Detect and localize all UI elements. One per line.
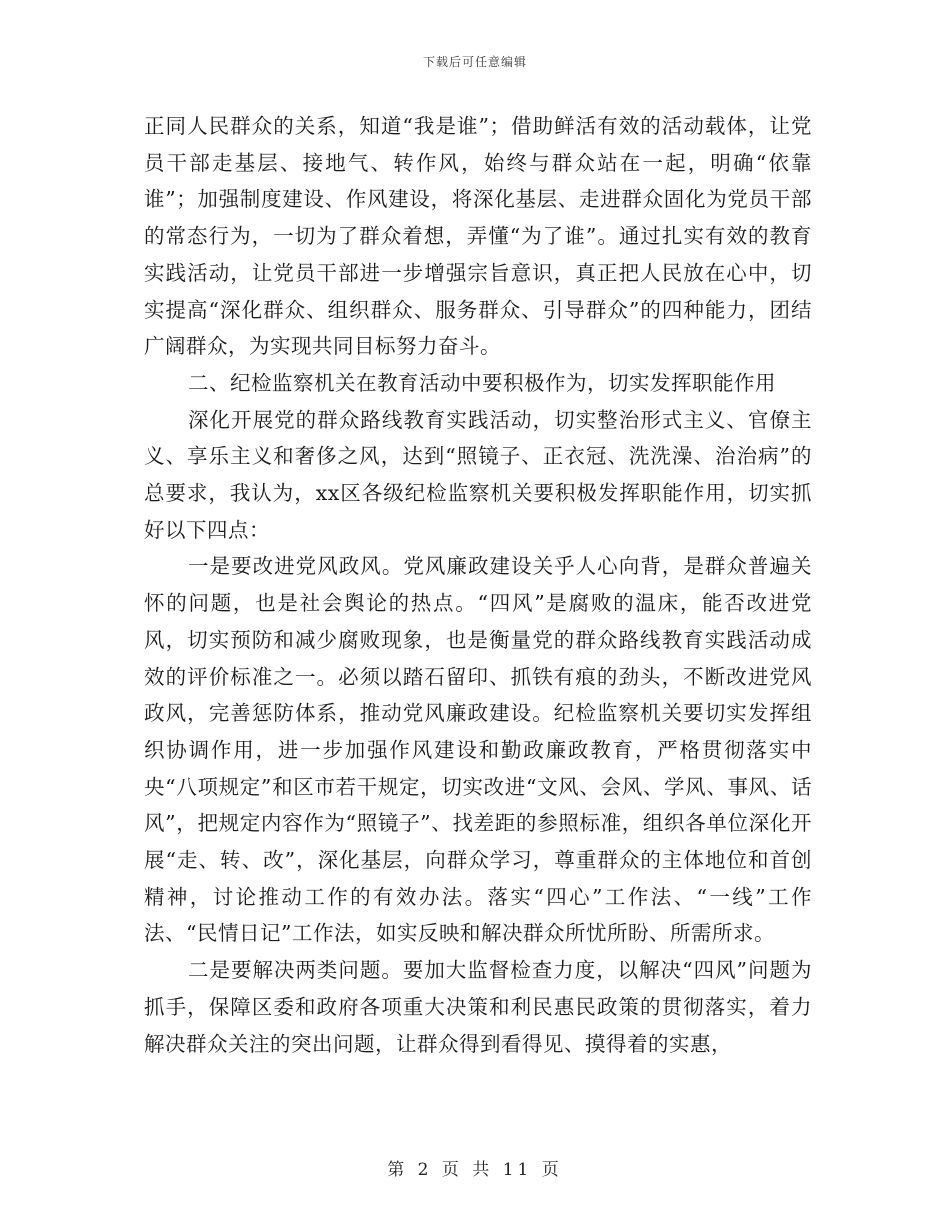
paragraph-point-two: 二是要解决两类问题。要加大监督检查力度，以解决“四风”问题为抓手，保障区委和政府各项重大决策和利民惠民政策的贯彻落实，着力解决群众关注的突出问题，让群众得到看得见、摸得着的实惠， [144,958,812,1056]
page-number: 第 2 页 共 11 页 [387,1160,563,1180]
paragraph-point-one: 一是要改进党风政风。党风廉政建设关乎人心向背，是群众普遍关怀的问题，也是社会舆论的热点。“四风”是腐败的温床，能否改进党风，切实预防和减少腐败现象，也是衡量党的群众路线教育实践活动成效的评价标准之一。必须以踏石留印、抓铁有痕的劲头，不断改进党风政风，完善惩防体系，推动党风廉政建设。纪检监察机关要切实发挥组织协调作用，进一步加强作风建设和勤政廉政教育，严格贯彻落实中央“八项规定”和区市若干规定，切实改进“文风、会风、学风、事风、话风”，把规定内容作为“照镜子”、找差距的参照标准，组织各单位深化开展“走、转、改”，深化基层，向群众学习，尊重群众的主体地位和首创精神，讨论推动工作的有效办法。落实“四心”工作法、“一线”工作法、“民情日记”工作法，如实反映和解决群众所忧所盼、所需所求。 [144,554,812,946]
paragraph-continuation: 正同人民群众的关系，知道“我是谁”；借助鲜活有效的活动载体，让党员干部走基层、接地气、转作风，始终与群众站在一起，明确“依靠谁”；加强制度建设、作风建设，将深化基层、走进群众固化为党员干部的常态行为，一切为了群众着想，弄懂“为了谁”。通过扎实有效的教育实践活动，让党员干部进一步增强宗旨意识，真正把人民放在心中，切实提高“深化群众、组织群众、服务群众、引导群众”的四种能力，团结广阔群众，为实现共同目标努力奋斗。 [144,114,812,359]
paragraph-intro: 深化开展党的群众路线教育实践活动，切实整治形式主义、官僚主义、享乐主义和奢侈之风，达到“照镜子、正衣冠、洗洗澡、治治病”的总要求，我认为，xx区各级纪检监察机关要积极发挥职能作用，切实抓好以下四点： [144,407,812,542]
document-body [144,108,812,1062]
section-heading: 二、纪检监察机关在教育活动中要积极作为，切实发挥职能作用 [188,370,776,395]
page-header-note: 下载后可任意编辑 [422,55,527,69]
